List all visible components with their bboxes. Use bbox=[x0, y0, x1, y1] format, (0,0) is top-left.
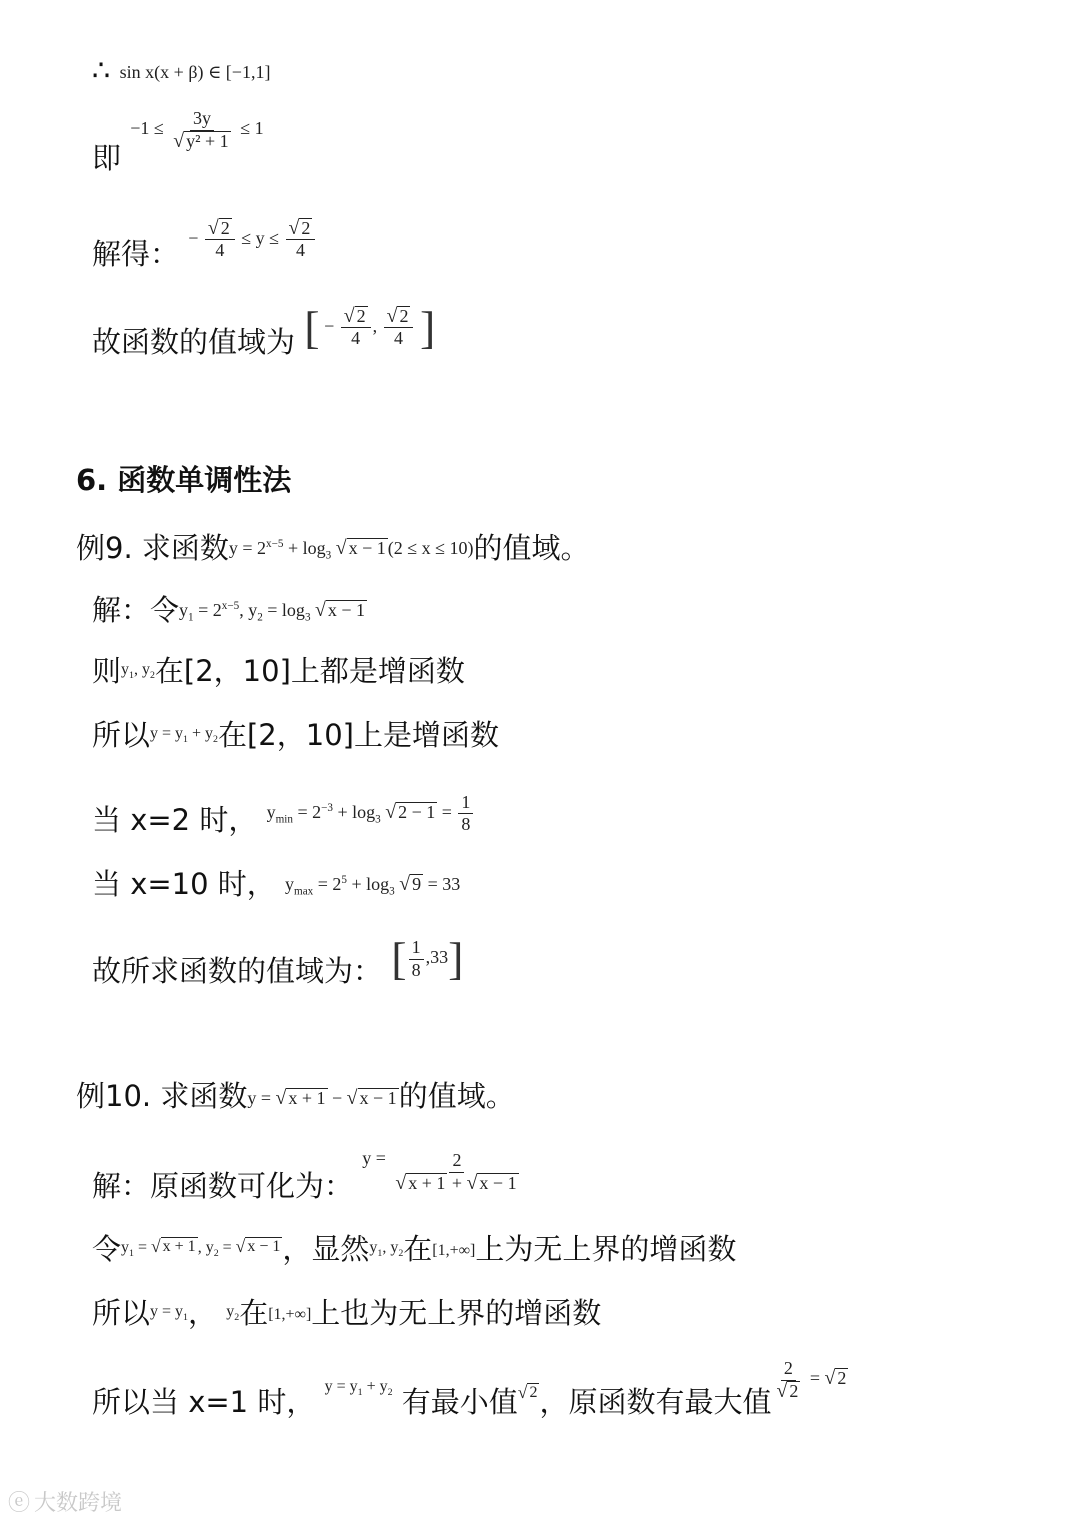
fraction bbox=[458, 792, 473, 836]
line-text: 解得： bbox=[92, 236, 180, 271]
step-text: 有最小值 bbox=[401, 1384, 518, 1419]
numerator: √ 2 bbox=[341, 306, 371, 328]
denominator: 4 bbox=[351, 328, 361, 349]
sqrt-expression: √ 2 bbox=[824, 1366, 847, 1389]
math-expression bbox=[188, 218, 317, 261]
therefore-line bbox=[92, 52, 270, 90]
denominator: √ x + 1 + √ x − 1 bbox=[395, 1171, 517, 1194]
solution-step-5 bbox=[92, 862, 460, 910]
radicand: 2 bbox=[529, 1383, 538, 1401]
fraction bbox=[409, 937, 424, 981]
minus-sign: − bbox=[188, 227, 199, 248]
interval: [1,+∞] bbox=[268, 1306, 312, 1324]
numerator: 2 bbox=[449, 1150, 464, 1173]
right-bracket: ] bbox=[419, 302, 436, 353]
denominator: √ 2 bbox=[776, 1379, 799, 1402]
right-bracket: ] bbox=[448, 933, 464, 984]
math-expression: $y_{max} = 2^5 + \log_3$ √ 9 = 33 bbox=[285, 873, 461, 898]
example-9 bbox=[76, 526, 590, 574]
step-text: 当 x=2 时， bbox=[92, 802, 258, 837]
math-expression: $y_1$ = √ x + 1 , $y_2$ = √ x − 1 bbox=[121, 1236, 281, 1260]
solution-10-step-2 bbox=[92, 1230, 736, 1272]
step-text: 则 bbox=[92, 654, 122, 689]
step-text: 在 bbox=[403, 1232, 433, 1267]
numerator: √ 2 bbox=[205, 218, 235, 240]
radicand: 9 bbox=[412, 874, 422, 894]
math-expression: y = √ x + 1 − √ x − 1 bbox=[247, 1087, 397, 1109]
solution-step-6 bbox=[92, 933, 464, 988]
denominator: 8 bbox=[461, 814, 471, 835]
numerator: 3y bbox=[190, 108, 214, 131]
line-text: 即 bbox=[92, 140, 122, 175]
step-text: 当 x=10 时， bbox=[92, 866, 276, 901]
math-middle: ≤ y ≤ bbox=[241, 227, 280, 248]
math-expression: $y_2$ bbox=[226, 1303, 240, 1324]
numerator: 2 bbox=[781, 1358, 796, 1381]
fraction bbox=[205, 218, 235, 261]
math-expression: $y = y_1 + y_2$ bbox=[324, 1377, 393, 1398]
math-tail: = 33 bbox=[427, 874, 461, 894]
step-text: 令 bbox=[92, 1232, 122, 1267]
step-text: 在 bbox=[239, 1296, 269, 1331]
numerator: 1 bbox=[458, 792, 473, 815]
denominator: 4 bbox=[394, 328, 403, 349]
math-expression: $y_{min} = 2^{-3} + \log_3$ √ 2 − 1 = $\frac{1}{8}$ bbox=[267, 790, 476, 838]
step-text: 解：令 bbox=[92, 592, 180, 627]
radicand: 2 bbox=[301, 218, 311, 238]
radicand: 2 bbox=[356, 306, 366, 327]
math-expression: $y = y_1$ bbox=[150, 1303, 188, 1324]
radicand: 2 bbox=[220, 218, 230, 238]
solution-10-step-3 bbox=[92, 1294, 601, 1336]
math-expression: $y = 2^{x-5} + \log_3$ √ x − 1 (2 ≤ x ≤ 10) bbox=[228, 537, 474, 562]
solution-10-step-4 bbox=[92, 1358, 848, 1419]
section-heading: 6. 函数单调性法 bbox=[76, 463, 292, 497]
solution-step-2 bbox=[92, 652, 465, 694]
watermark-text: 大数跨境 bbox=[34, 1491, 123, 1516]
math-expression: $y_1$, $y_2$ bbox=[369, 1239, 404, 1260]
math-expression: $y = y_1 + y_2$ bbox=[150, 725, 218, 746]
step-text: 所以 bbox=[92, 718, 151, 753]
example-label: 例9. 求函数 bbox=[76, 530, 229, 565]
interval-expression: [ − √ 2 4 , √ 2 4 ] bbox=[304, 302, 436, 353]
watermark bbox=[8, 1486, 122, 1517]
inequality-line bbox=[92, 108, 264, 175]
range-line bbox=[92, 302, 436, 359]
left-bracket: [ bbox=[391, 933, 407, 984]
step-text: 解：原函数可化为： bbox=[92, 1169, 354, 1204]
step-text: 所以当 x=1 时， bbox=[92, 1384, 316, 1419]
fraction bbox=[773, 1358, 803, 1401]
step-text: ， bbox=[188, 1296, 218, 1331]
solution-step-1 bbox=[92, 588, 367, 636]
denominator: √ y² + 1 bbox=[173, 129, 229, 152]
radicand: 2 − 1 bbox=[398, 802, 436, 822]
math-expression bbox=[130, 108, 263, 151]
fraction bbox=[286, 218, 316, 261]
example-10 bbox=[76, 1078, 515, 1116]
radicand: 2 bbox=[399, 306, 409, 327]
example-tail: 的值域。 bbox=[398, 1079, 515, 1113]
example-tail: 的值域。 bbox=[473, 530, 590, 565]
line-text: 故函数的值域为 bbox=[92, 325, 296, 359]
left-bracket: [ bbox=[304, 302, 320, 353]
denominator: 4 bbox=[295, 239, 305, 260]
radicand: 2 bbox=[789, 1380, 799, 1401]
math-expression: $y_1 = 2^{x-5}$, $y_2 = \log_3$ √ x − 1 bbox=[179, 599, 366, 624]
interval-expression bbox=[391, 933, 464, 984]
numerator: 1 bbox=[409, 937, 424, 960]
equals: = bbox=[441, 802, 452, 822]
solution-line bbox=[92, 217, 317, 271]
solution-step-3 bbox=[92, 716, 499, 758]
solution-step-4 bbox=[92, 790, 475, 838]
sqrt-expression: √ 2 bbox=[517, 1381, 538, 1402]
denominator: 4 bbox=[215, 239, 225, 260]
radicand: y² + 1 bbox=[186, 130, 229, 151]
step-text: 在[2，10]上都是增函数 bbox=[154, 654, 465, 689]
watermark-logo-icon: ⓔ bbox=[8, 1491, 31, 1516]
fraction bbox=[170, 108, 233, 151]
step-text: 上也为无上界的增函数 bbox=[311, 1296, 602, 1331]
fraction bbox=[341, 306, 371, 349]
numerator: √ 2 bbox=[384, 306, 414, 328]
math-expression bbox=[771, 1358, 848, 1401]
interval: [1,+∞] bbox=[432, 1242, 476, 1260]
step-text: 上为无上界的增函数 bbox=[475, 1232, 737, 1267]
fraction bbox=[392, 1150, 521, 1194]
step-text: 所以 bbox=[92, 1296, 151, 1331]
equals: = bbox=[809, 1367, 820, 1388]
step-text: 故所求函数的值域为： bbox=[92, 954, 383, 988]
therefore-symbol: ∴ bbox=[92, 53, 111, 87]
radicand: 2 bbox=[837, 1367, 847, 1388]
step-text: ，显然 bbox=[282, 1232, 370, 1267]
math-expression bbox=[362, 1150, 523, 1194]
step-text: 在[2，10]上是增函数 bbox=[217, 718, 499, 753]
denominator: 8 bbox=[411, 959, 421, 980]
minus-sign: − bbox=[324, 316, 335, 337]
math-lhs: y = bbox=[362, 1148, 386, 1169]
math-expression: sin x(x + β) ∈ [−1,1] bbox=[119, 62, 271, 82]
solution-10-step-1 bbox=[92, 1148, 524, 1204]
example-label: 例10. 求函数 bbox=[76, 1079, 248, 1113]
step-text: ，原函数有最大值 bbox=[539, 1384, 772, 1419]
interval-tail: ,33 bbox=[425, 947, 449, 968]
numerator: √ 2 bbox=[286, 218, 316, 240]
math-expression: $y_1$, $y_2$ bbox=[121, 661, 155, 682]
fraction bbox=[384, 306, 414, 349]
math-right: ≤ 1 bbox=[240, 117, 264, 138]
math-left: −1 ≤ bbox=[130, 117, 164, 138]
